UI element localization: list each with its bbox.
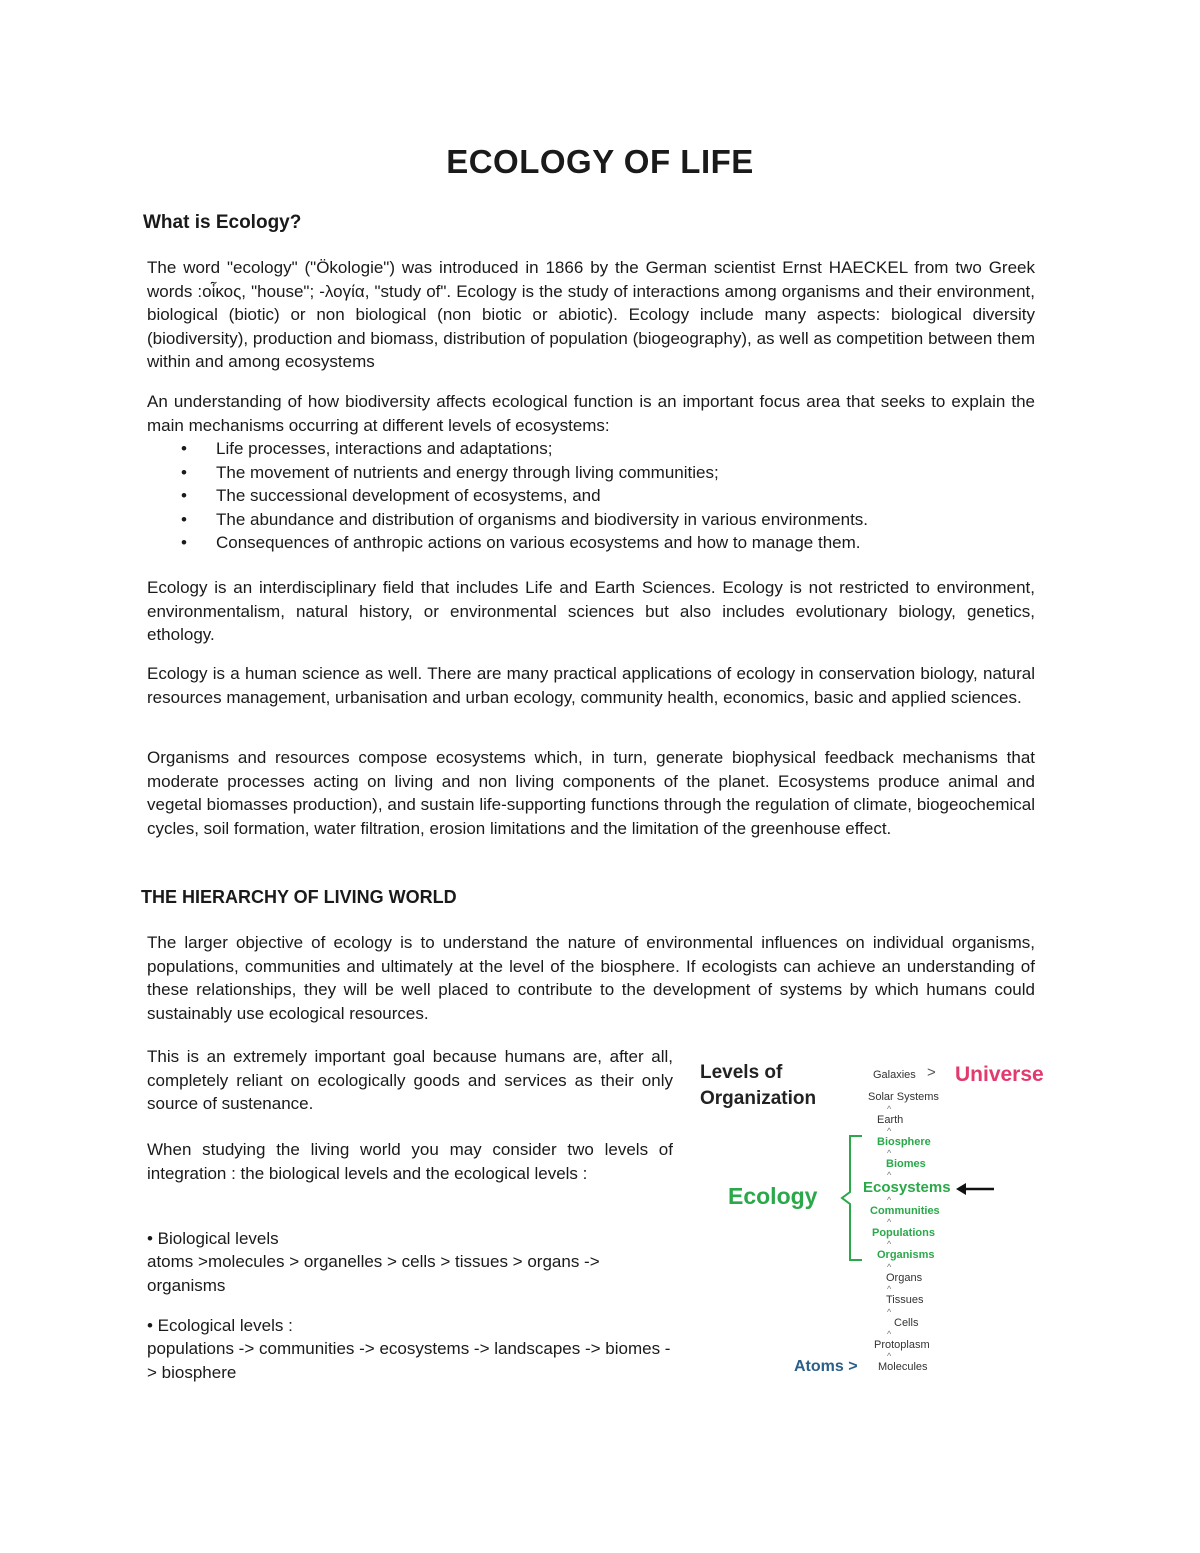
earth-level: Earth	[877, 1114, 904, 1126]
list-item: • The movement of nutrients and energy through living communities;	[147, 461, 1035, 485]
caret-icon: ^	[887, 1239, 892, 1249]
caret-icon: ^	[887, 1307, 892, 1317]
populations-level: Populations	[872, 1227, 935, 1239]
paragraph-levels-intro: When studying the living world you may consider two levels of integration : the biological levels and the ecological levels :	[147, 1140, 673, 1183]
paragraph-human-science: Ecology is a human science as well. There are many practical applications of ecology in conservation biology, natural resources management, urbanisation and urban ecology, community health, economics, basic and applied sciences.	[147, 664, 1035, 707]
organisms-level: Organisms	[877, 1249, 935, 1261]
caret-icon: ^	[887, 1195, 892, 1205]
caret-icon: ^	[887, 1262, 892, 1272]
communities-level: Communities	[870, 1205, 940, 1217]
ecosystems-level: Ecosystems	[863, 1179, 951, 1196]
galaxies-level: Galaxies	[873, 1069, 916, 1081]
paragraph-objective: The larger objective of ecology is to understand the nature of environmental influences on individual organisms, populations, communities and ultimately at the level of the biosphere. If ecologists can achieve an understanding of these relationships, they will be well placed to contribute to the development of systems by which humans could sustainably use ecological resources.	[147, 933, 1035, 1023]
diagram-title: Levels of Organization	[700, 1062, 817, 1109]
page-title: ECOLOGY OF LIFE	[446, 143, 754, 180]
caret-icon: ^	[887, 1126, 892, 1136]
cells-level: Cells	[894, 1317, 919, 1329]
paragraph-goal: This is an extremely important goal because humans are, after all, completely reliant on ecologically goods and services as their only source of sustenance.	[147, 1047, 673, 1113]
ecosystems-pointer-arrow	[956, 1182, 996, 1196]
atoms-label: Atoms >	[794, 1358, 858, 1375]
solar-systems-level: Solar Systems	[868, 1091, 939, 1103]
caret-icon: ^	[887, 1170, 892, 1180]
caret-icon: ^	[887, 1104, 892, 1114]
protoplasm-level: Protoplasm	[874, 1339, 930, 1351]
paragraph-ecosystems: Organisms and resources compose ecosystems which, in turn, generate biophysical feedback mechanisms that moderate processes acting on living and non living components of the planet. Ecosystems produce animal and vegetal biomasses production), and sustain life-supporting functions through the regulation of climate, biogeochemical cycles, soil formation, water filtration, erosion limitations and the limitation of the greenhouse effect.	[147, 748, 1035, 838]
galaxies-arrow: >	[927, 1064, 936, 1081]
universe-label: Universe	[955, 1063, 1044, 1086]
caret-icon: ^	[887, 1148, 892, 1158]
mechanisms-list	[147, 437, 1035, 555]
list-item: • The successional development of ecosystems, and	[147, 484, 1035, 508]
organs-level: Organs	[886, 1272, 923, 1284]
list-item: • Consequences of anthropic actions on various ecosystems and how to manage them.	[147, 531, 1035, 555]
caret-icon: ^	[887, 1329, 892, 1339]
ecology-brace	[840, 1134, 870, 1264]
molecules-level: Molecules	[878, 1361, 928, 1373]
biosphere-level: Biosphere	[877, 1136, 931, 1148]
ecological-levels-heading: • Ecological levels :	[147, 1316, 293, 1335]
ecological-levels-text: populations -> communities -> ecosystems -> landscapes -> biomes -> biosphere	[147, 1339, 671, 1382]
section-heading-hierarchy: THE HIERARCHY OF LIVING WORLD	[141, 887, 457, 907]
ecology-label: Ecology	[728, 1183, 818, 1209]
levels-of-organization-diagram	[690, 1055, 1070, 1395]
paragraph-definition: The word "ecology" ("Ökologie") was introduced in 1866 by the German scientist Ernst HAECKEL from two Greek words :οἶκος, "house"; -λογία, "study of". Ecology is the study of interactions among organisms and their environment, biological (biotic) or non biological (non biotic or abiotic). Ecology include many aspects: biological diversity (biodiversity), production and biomass, distribution of population (biogeography), as well as competition between them within and among ecosystems	[147, 258, 1035, 371]
biological-levels-text: atoms >molecules > organelles > cells > tissues > organs -> organisms	[147, 1252, 600, 1295]
section-heading-what-is-ecology: What is Ecology?	[143, 212, 302, 233]
biomes-level: Biomes	[886, 1158, 926, 1170]
biological-levels-heading: • Biological levels	[147, 1229, 279, 1248]
list-item: • The abundance and distribution of organisms and biodiversity in various environments.	[147, 508, 1035, 532]
paragraph-interdisciplinary: Ecology is an interdisciplinary field that includes Life and Earth Sciences. Ecology is not restricted to environment, environmentalism, natural history, or environmental sciences but also includes evolutionary biology, genetics, ethology.	[147, 578, 1035, 644]
paragraph-biodiversity: An understanding of how biodiversity affects ecological function is an important focus area that seeks to explain the main mechanisms occurring at different levels of ecosystems:	[147, 392, 1035, 435]
caret-icon: ^	[887, 1217, 892, 1227]
tissues-level: Tissues	[886, 1294, 924, 1306]
list-item: • Life processes, interactions and adaptations;	[147, 437, 1035, 461]
caret-icon: ^	[887, 1284, 892, 1294]
caret-icon: ^	[887, 1351, 892, 1361]
